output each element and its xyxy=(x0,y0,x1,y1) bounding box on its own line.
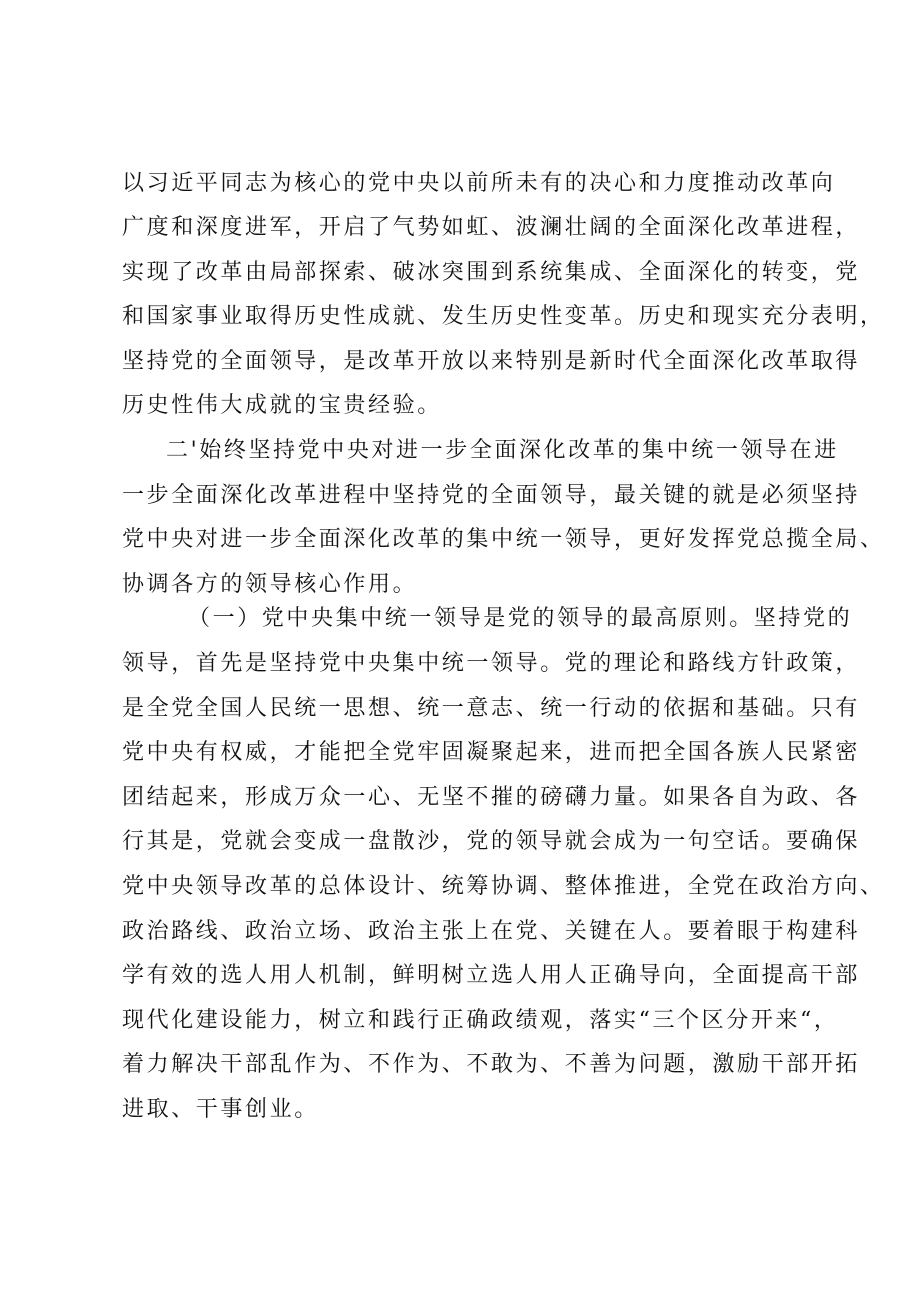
paragraph-1-line-3: 实现了改革由局部探索、破冰突围到系统集成、全面深化的转变，党 xyxy=(122,260,861,285)
paragraph-2-line-3: 党中央对进一步全面深化改革的集中统一领导，更好发挥党总揽全局、 xyxy=(122,527,885,552)
paragraph-3-line-3: 是全党全国人民统一思想、统一意志、统一行动的依据和基础。只有 xyxy=(122,696,861,721)
paragraph-3-line-6: 行其是，党就会变成一盘散沙，党的领导就会成为一句空话。要确保 xyxy=(122,829,861,854)
paragraph-1-line-1: 以习近平同志为核心的党中央以前所未有的决心和力度推动改革向 xyxy=(122,171,836,196)
paragraph-2-line-2: 一步全面深化改革进程中坚持党的全面领导，最关键的就是必须坚持 xyxy=(122,483,861,508)
paragraph-3-line-9: 学有效的选人用人机制，鲜明树立选人用人正确导向，全面提高干部 xyxy=(122,963,861,988)
paragraph-3-line-7: 党中央领导改革的总体设计、统筹协调、整体推进，全党在政治方向、 xyxy=(122,874,885,899)
paragraph-3-line-10: 现代化建设能力，树立和践行正确政绩观，落实“三个区分开来“， xyxy=(122,1008,839,1033)
paragraph-1-line-4: 和国家事业取得历史性成就、发生历史性变革。历史和现实充分表明， xyxy=(122,304,885,329)
paragraph-3-line-12: 进取、干事创业。 xyxy=(122,1097,319,1122)
paragraph-3-line-5: 团结起来，形成万众一心、无坚不摧的磅礴力量。如果各自为政、各 xyxy=(122,785,861,810)
paragraph-1-line-2: 广度和深度进军，开启了气势如虹、波澜壮阔的全面深化改革进程， xyxy=(122,215,861,240)
paragraph-3-line-11: 着力解决干部乱作为、不作为、不敢为、不善为问题，激励干部开拓 xyxy=(122,1052,861,1077)
paragraph-2-line-1: 二'始终坚持党中央对进一步全面深化改革的集中统一领导在进 xyxy=(166,438,839,463)
paragraph-3-line-4: 党中央有权威，才能把全党牢固凝聚起来，进而把全国各族人民紧密 xyxy=(122,740,861,765)
paragraph-1-line-6: 历史性伟大成就的宝贵经验。 xyxy=(122,393,442,418)
paragraph-2-line-4: 协调各方的领导核心作用。 xyxy=(122,572,418,597)
paragraph-3-line-2: 领导，首先是坚持党中央集中统一领导。党的理论和路线方针政策， xyxy=(122,651,861,676)
paragraph-1-line-5: 坚持党的全面领导，是改革开放以来特别是新时代全面深化改革取得 xyxy=(122,349,861,374)
paragraph-3-line-1: （一）党中央集中统一领导是党的领导的最高原则。坚持党的 xyxy=(188,606,853,631)
paragraph-3-line-8: 政治路线、政治立场、政治主张上在党、关键在人。要着眼于构建科 xyxy=(122,919,861,944)
